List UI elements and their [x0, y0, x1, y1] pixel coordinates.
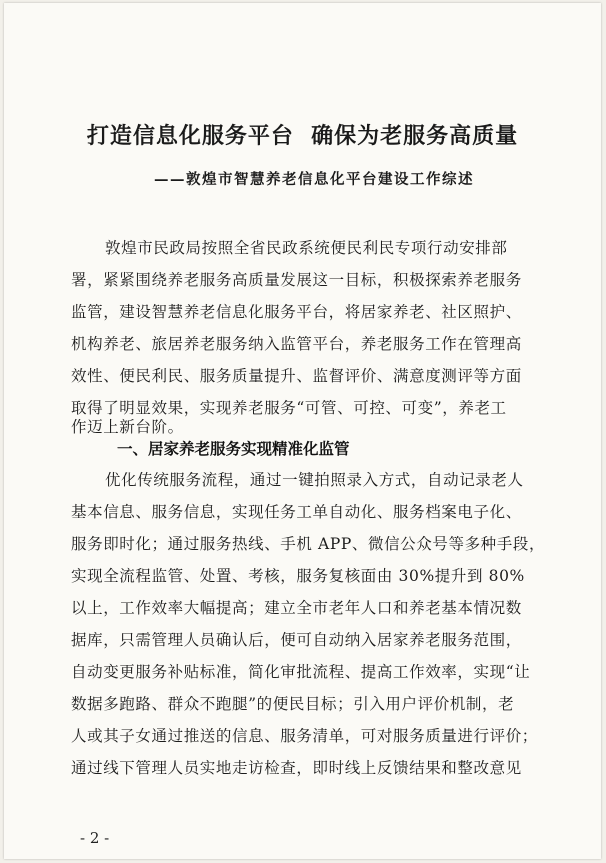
document-subtitle: ——敦煌市智慧养老信息化平台建设工作综述	[154, 171, 474, 188]
section-heading: 一、居家养老服务实现精准化监管	[117, 440, 350, 458]
paragraph-line: 人或其子女通过推送的信息、服务清单，可对服务质量进行评价；	[71, 727, 538, 745]
paragraph-line: 通过线下管理人员实地走访检查，即时线上反馈结果和整改意见	[71, 759, 522, 777]
paragraph-line: 自动变更服务补贴标准，简化审批流程、提高工作效率，实现“让	[71, 663, 531, 681]
paragraph-line: 署，紧紧围绕养老服务高质量发展这一目标，积极探索养老服务	[71, 271, 522, 289]
document-title: 打造信息化服务平台 确保为老服务高质量	[86, 123, 519, 149]
paragraph-line: 机构养老、旅居养老服务纳入监管平台，养老服务工作在管理高	[71, 335, 522, 353]
paragraph-line: 以上，工作效率大幅提高；建立全市老年人口和养老基本情况数	[71, 599, 522, 617]
paragraph-line: 实现全流程监管、处置、考核，服务复核面由 30%提升到 80%	[71, 567, 525, 585]
paragraph-line: 服务即时化；通过服务热线、手机 APP、微信公众号等多种手段，	[71, 535, 546, 553]
paragraph-line: 监管，建设智慧养老信息化服务平台，将居家养老、社区照护、	[71, 303, 522, 321]
paragraph-line: 取得了明显效果，实现养老服务“可管、可控、可变”，养老工	[71, 399, 507, 417]
paragraph-line: 据库，只需管理人员确认后，便可自动纳入居家养老服务范围，	[71, 631, 522, 649]
document-page	[4, 3, 601, 859]
paragraph-line: 基本信息、服务信息，实现任务工单自动化、服务档案电子化、	[71, 503, 522, 521]
paragraph-line: 数据多跑路、群众不跑腿”的便民目标；引入用户评价机制，老	[71, 695, 515, 713]
paragraph-line: 优化传统服务流程，通过一键拍照录入方式，自动记录老人	[105, 471, 524, 489]
paragraph-line: 敦煌市民政局按照全省民政系统便民利民专项行动安排部	[105, 239, 508, 257]
paragraph-line: 效性、便民利民、服务质量提升、监督评价、满意度测评等方面	[71, 367, 522, 385]
page-number: - 2 -	[80, 829, 110, 847]
paragraph-line: 作迈上新台阶。	[71, 418, 184, 436]
